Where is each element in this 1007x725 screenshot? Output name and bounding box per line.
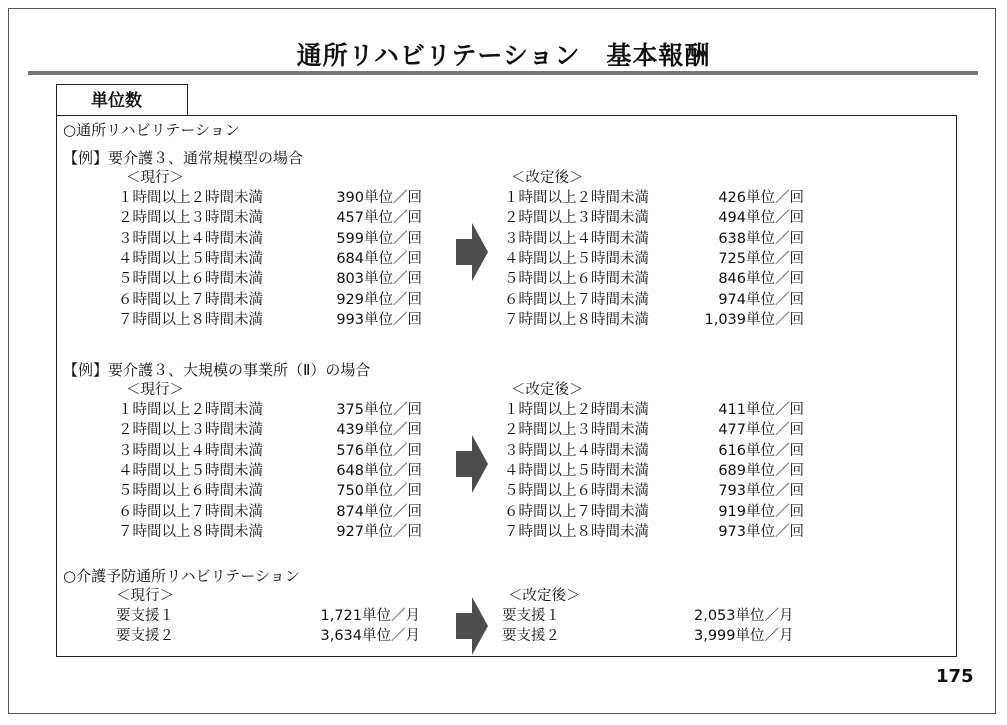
- prevention-revised-value: 2,053単位／月: [694, 608, 794, 624]
- current-rate: 457単位／回: [336, 210, 422, 226]
- revised-rate: 846単位／回: [718, 271, 804, 287]
- revised-rate: 477単位／回: [718, 422, 804, 438]
- current-rate: 375単位／回: [336, 402, 422, 418]
- current-duration: ５時間以上６時間未満: [118, 483, 263, 499]
- current-rate: 648単位／回: [336, 463, 422, 479]
- revised-rate: 973単位／回: [718, 524, 804, 540]
- current-duration: ４時間以上５時間未満: [118, 463, 263, 479]
- arrow-right-icon: [456, 435, 488, 493]
- revised-duration: ５時間以上６時間未満: [504, 483, 649, 499]
- revised-duration: ７時間以上８時間未満: [504, 524, 649, 540]
- revised-duration: ４時間以上５時間未満: [504, 463, 649, 479]
- current-duration: ２時間以上３時間未満: [118, 210, 263, 226]
- example1-current-label: ＜現行＞: [126, 170, 184, 186]
- revised-rate: 725単位／回: [718, 251, 804, 267]
- current-duration: ３時間以上４時間未満: [118, 231, 263, 247]
- revised-rate: 919単位／回: [718, 504, 804, 520]
- prevention-current-value: 3,634単位／月: [320, 628, 420, 644]
- current-duration: ６時間以上７時間未満: [118, 292, 263, 308]
- current-duration: ６時間以上７時間未満: [118, 504, 263, 520]
- revised-rate: 411単位／回: [718, 402, 804, 418]
- revised-duration: ６時間以上７時間未満: [504, 504, 649, 520]
- current-duration: ７時間以上８時間未満: [118, 312, 263, 328]
- revised-rate: 689単位／回: [718, 463, 804, 479]
- prevention-label: 要支援１: [502, 608, 560, 624]
- prevention-label: 要支援２: [502, 628, 560, 644]
- revised-duration: ２時間以上３時間未満: [504, 422, 649, 438]
- revised-rate: 616単位／回: [718, 443, 804, 459]
- prevention-revised-value: 3,999単位／月: [694, 628, 794, 644]
- revised-duration: ６時間以上７時間未満: [504, 292, 649, 308]
- current-rate: 927単位／回: [336, 524, 422, 540]
- prevention-revised-label: ＜改定後＞: [508, 588, 581, 604]
- current-rate: 576単位／回: [336, 443, 422, 459]
- revised-duration: ２時間以上３時間未満: [504, 210, 649, 226]
- prevention-current-value: 1,721単位／月: [320, 608, 420, 624]
- example2-revised-label: ＜改定後＞: [511, 382, 584, 398]
- revised-rate: 638単位／回: [718, 231, 804, 247]
- arrow-right-icon: [456, 597, 488, 655]
- current-rate: 390単位／回: [336, 190, 422, 206]
- current-rate: 929単位／回: [336, 292, 422, 308]
- current-rate: 803単位／回: [336, 271, 422, 287]
- current-rate: 439単位／回: [336, 422, 422, 438]
- current-duration: ２時間以上３時間未満: [118, 422, 263, 438]
- example2-current-label: ＜現行＞: [126, 382, 184, 398]
- revised-rate: 494単位／回: [718, 210, 804, 226]
- current-rate: 874単位／回: [336, 504, 422, 520]
- current-rate: 599単位／回: [336, 231, 422, 247]
- revised-rate: 793単位／回: [718, 483, 804, 499]
- prevention-label: 要支援２: [116, 628, 174, 644]
- current-duration: ４時間以上５時間未満: [118, 251, 263, 267]
- revised-duration: １時間以上２時間未満: [504, 190, 649, 206]
- example1-heading: 【例】要介護３、通常規模型の場合: [63, 149, 304, 167]
- revised-rate: 426単位／回: [718, 190, 804, 206]
- revised-duration: ７時間以上８時間未満: [504, 312, 649, 328]
- revised-duration: ３時間以上４時間未満: [504, 231, 649, 247]
- revised-rate: 1,039単位／回: [704, 312, 804, 328]
- revised-duration: １時間以上２時間未満: [504, 402, 649, 418]
- revised-duration: ５時間以上６時間未満: [504, 271, 649, 287]
- current-duration: ７時間以上８時間未満: [118, 524, 263, 540]
- page-title: 通所リハビリテーション 基本報酬: [296, 41, 711, 70]
- example2-heading: 【例】要介護３、大規模の事業所（Ⅱ）の場合: [63, 361, 371, 379]
- current-duration: １時間以上２時間未満: [118, 190, 263, 206]
- prevention-current-label: ＜現行＞: [116, 588, 174, 604]
- revised-duration: ３時間以上４時間未満: [504, 443, 649, 459]
- current-duration: ３時間以上４時間未満: [118, 443, 263, 459]
- title-underline: [28, 71, 978, 75]
- prevention-label: 要支援１: [116, 608, 174, 624]
- arrow-right-icon: [456, 223, 488, 281]
- tab-unit-count: 単位数: [56, 84, 188, 116]
- prevention-heading: ○介護予防通所リハビリテーション: [63, 567, 300, 585]
- current-rate: 993単位／回: [336, 312, 422, 328]
- example1-revised-label: ＜改定後＞: [511, 170, 584, 186]
- revised-duration: ４時間以上５時間未満: [504, 251, 649, 267]
- rehab-heading: ○通所リハビリテーション: [63, 121, 240, 139]
- current-duration: １時間以上２時間未満: [118, 402, 263, 418]
- revised-rate: 974単位／回: [718, 292, 804, 308]
- current-rate: 684単位／回: [336, 251, 422, 267]
- current-duration: ５時間以上６時間未満: [118, 271, 263, 287]
- page-number: 175: [936, 666, 974, 687]
- current-rate: 750単位／回: [336, 483, 422, 499]
